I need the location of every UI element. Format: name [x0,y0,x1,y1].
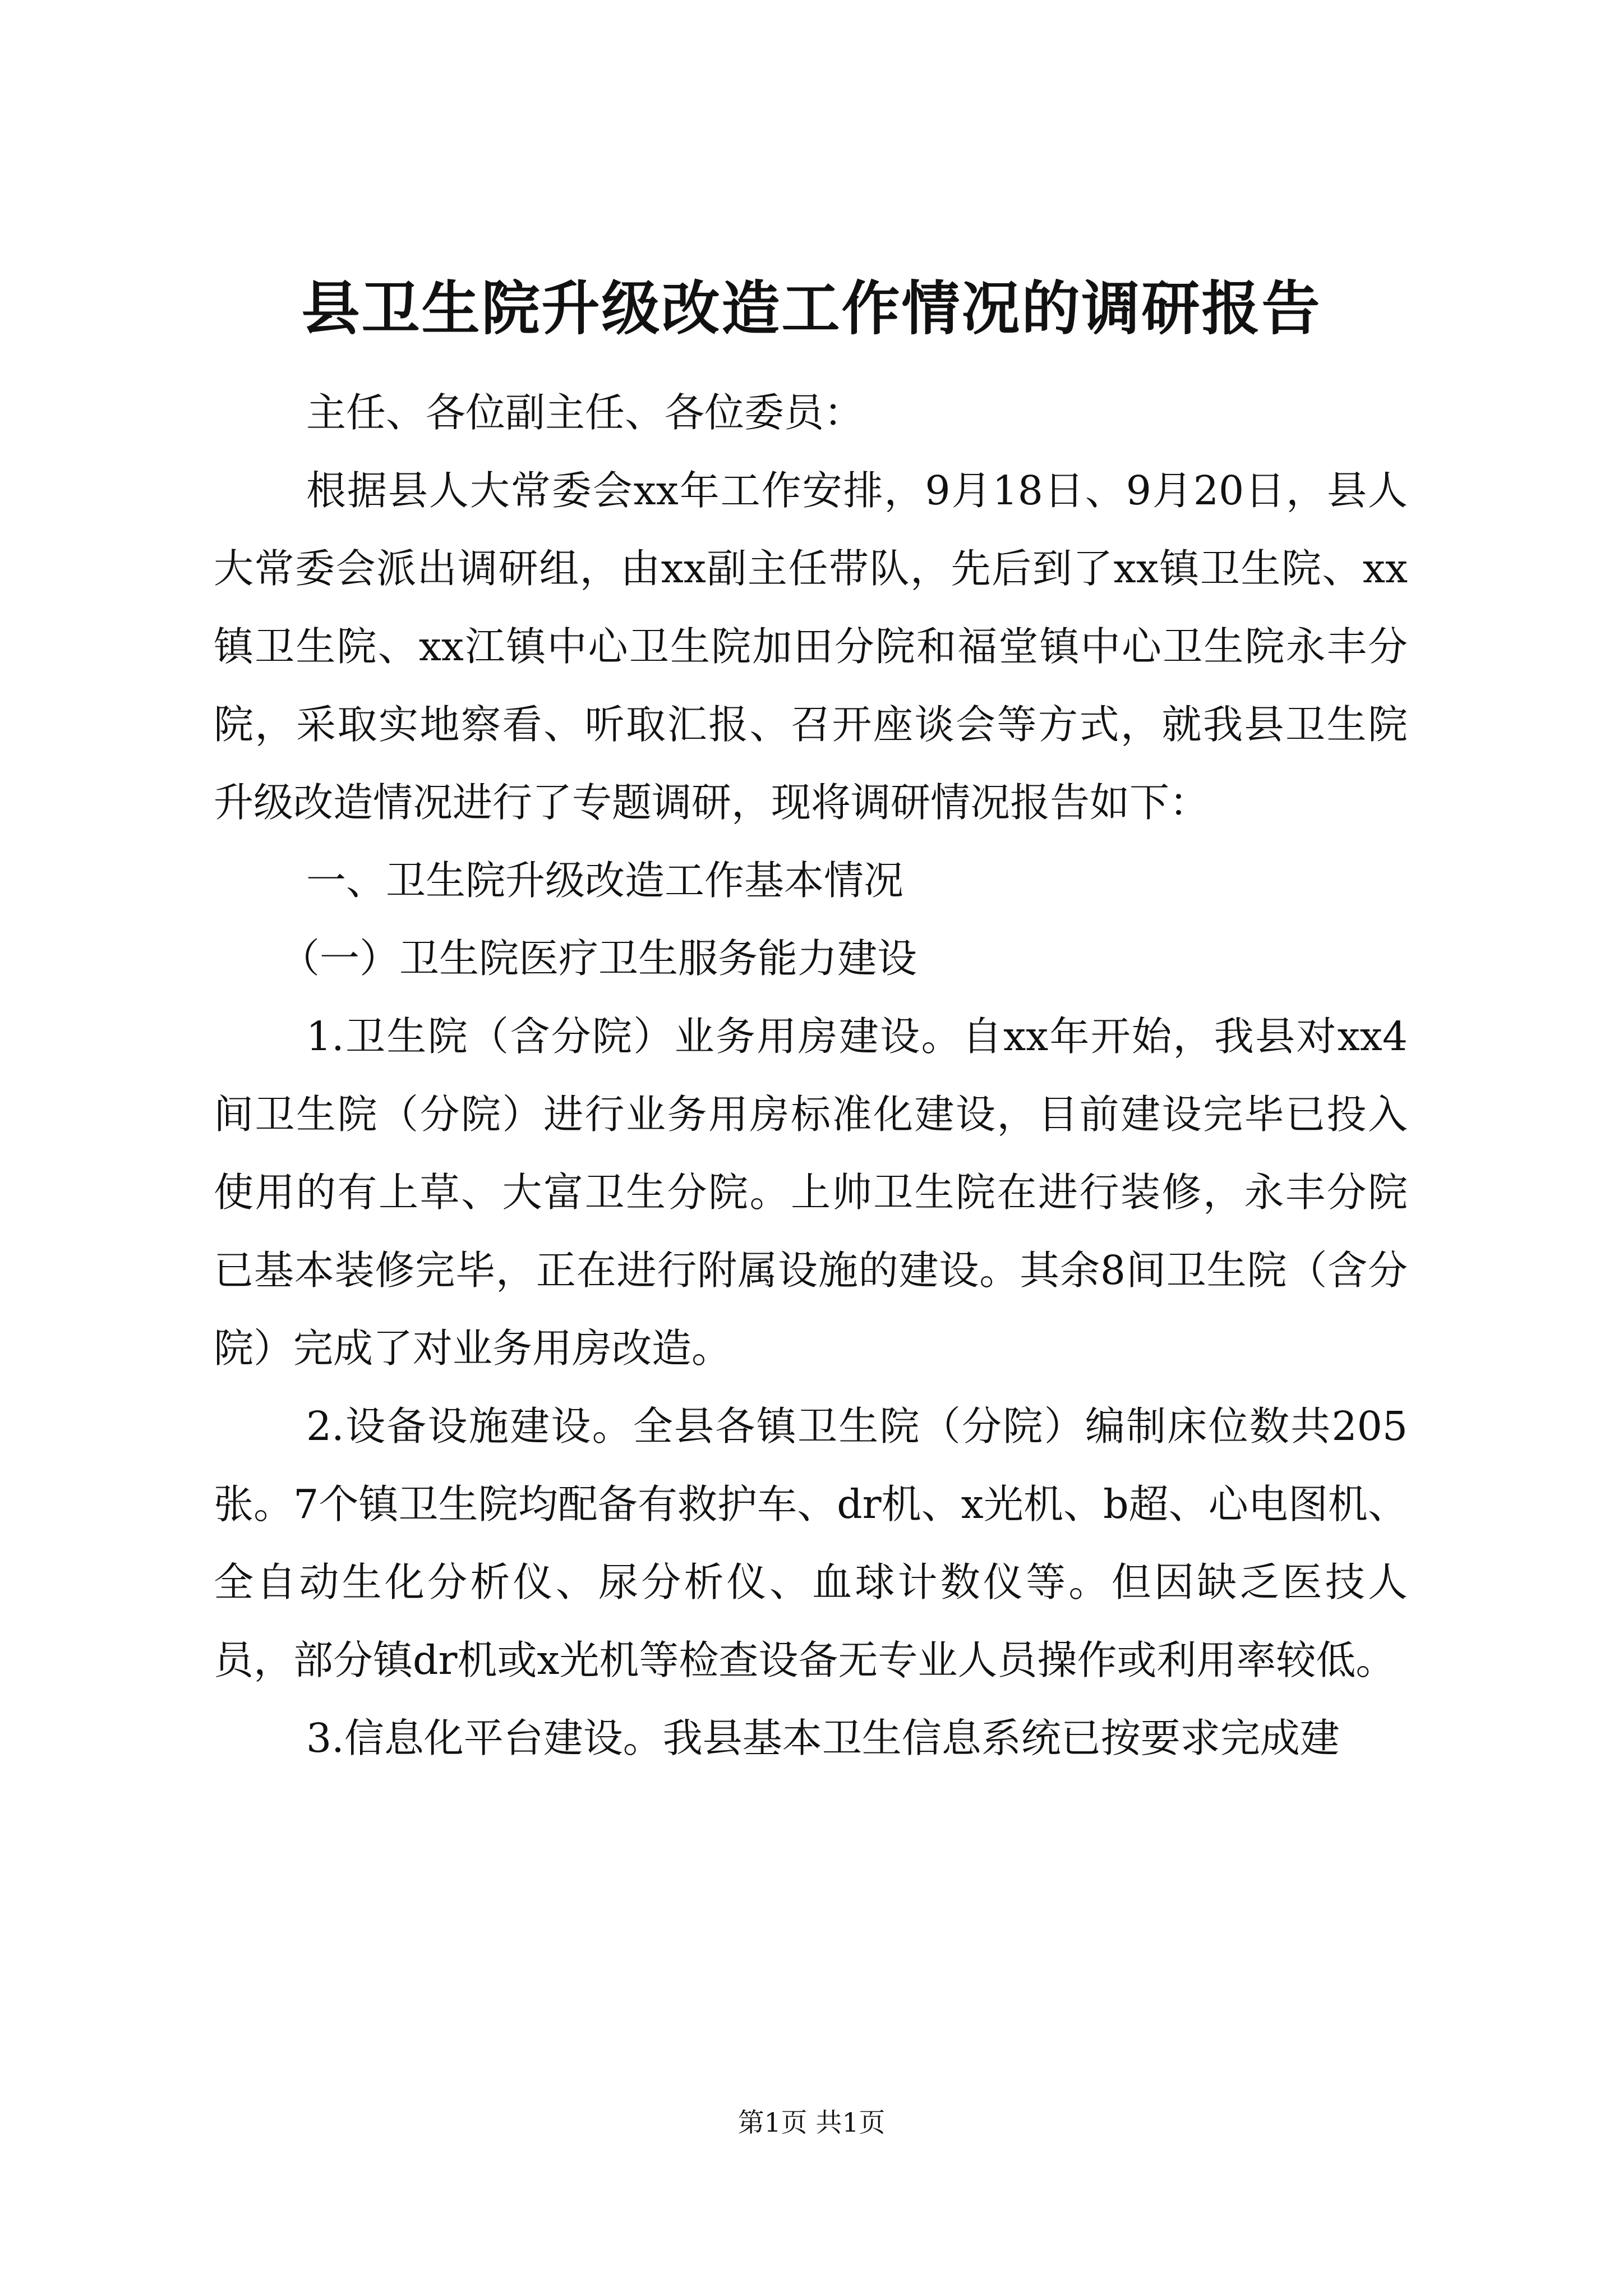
page-footer: 第1页 共1页 [737,2108,886,2138]
document-body [214,374,1408,1777]
document-title: 县卫生院升级改造工作情况的调研报告 [301,274,1322,343]
paragraph-item-2: 2.设备设施建设。全县各镇卫生院（分院）编制床位数共205张。7个镇卫生院均配备有救护车、dr机、x光机、b超、心电图机、全自动生化分析仪、尿分析仪、血球计数仪等。但因缺乏医技人员，部分镇dr机或x光机等检查设备无专业人员操作或利用率较低。 [214,1403,1408,1683]
salutation-paragraph: 主任、各位副主任、各位委员： [306,389,864,436]
subsection-heading: （一）卫生院医疗卫生服务能力建设 [280,935,917,982]
section-heading: 一、卫生院升级改造工作基本情况 [306,857,904,904]
paragraph-item-1: 1.卫生院（含分院）业务用房建设。自xx年开始，我县对xx4间卫生院（分院）进行业务用房标准化建设，目前建设完毕已投入使用的有上草、大富卫生分院。上帅卫生院在进行装修，永丰分院已基本装修完毕，正在进行附属设施的建设。其余8间卫生院（含分院）完成了对业务用房改造。 [214,1013,1408,1372]
paragraph-item-3: 3.信息化平台建设。我县基本卫生信息系统已按要求完成建 [306,1715,1340,1761]
intro-paragraph: 根据县人大常委会xx年工作安排，9月18日、9月20日，县人大常委会派出调研组，由xx副主任带队，先后到了xx镇卫生院、xx镇卫生院、xx江镇中心卫生院加田分院和福堂镇中心卫生院永丰分院，采取实地察看、听取汇报、召开座谈会等方式，就我县卫生院升级改造情况进行了专题调研，现将调研情况报告如下： [214,467,1408,826]
